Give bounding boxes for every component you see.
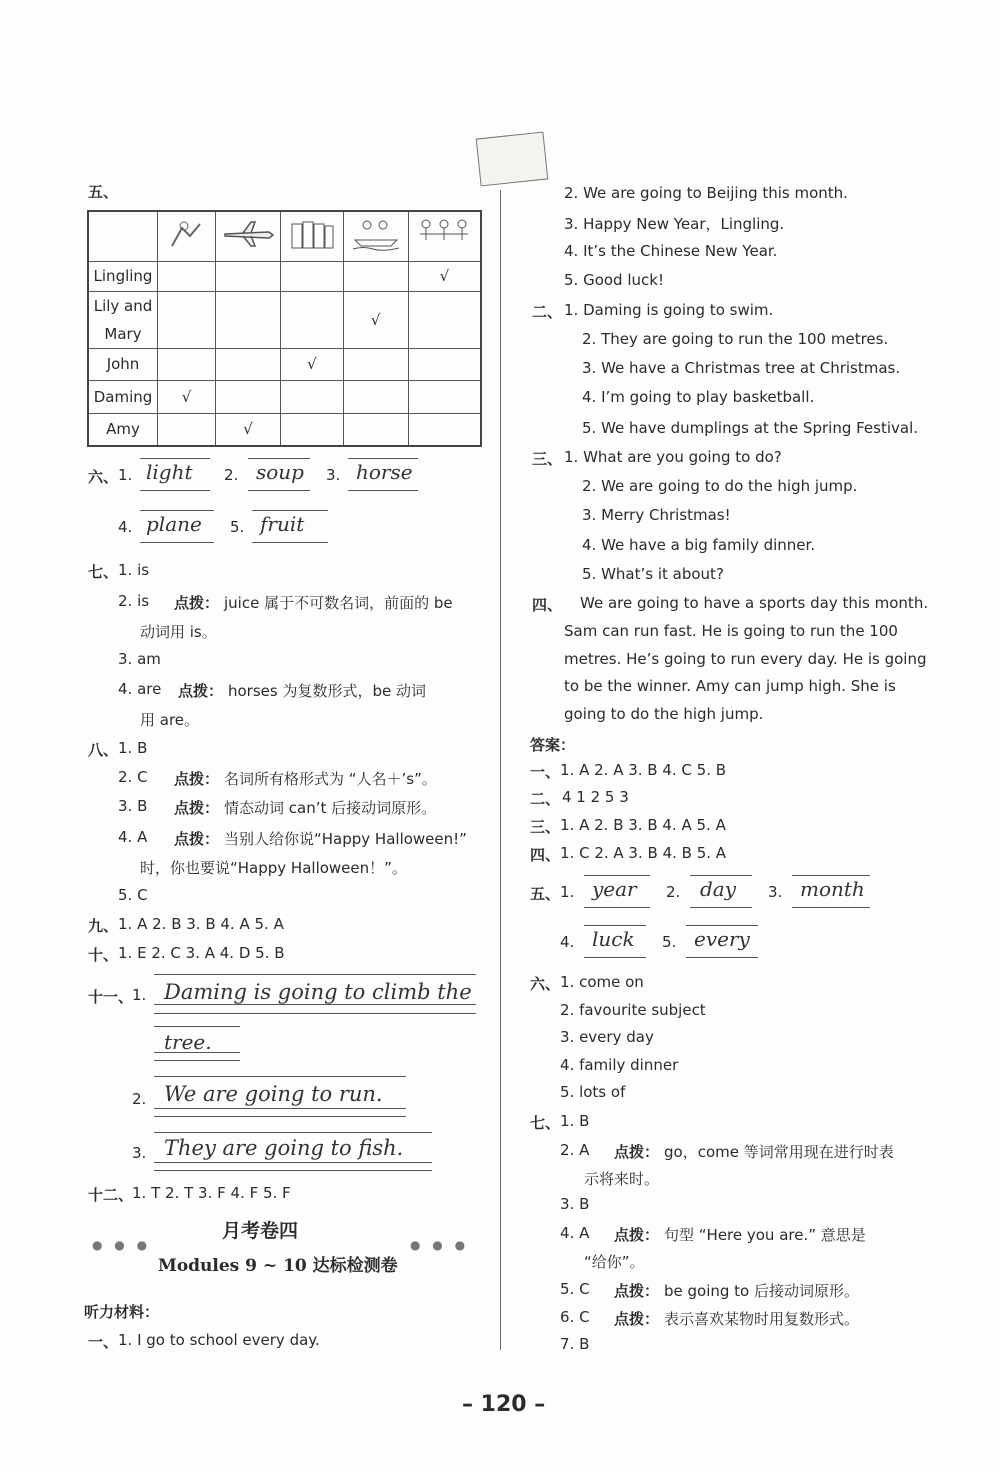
answer-line: 5. C	[560, 1280, 590, 1298]
hint-label: 点拨：	[174, 830, 220, 848]
section-10-label: 十、	[88, 946, 119, 964]
handwritten-answer: month	[800, 877, 865, 901]
handwritten-answer: horse	[356, 460, 413, 484]
passage-line: Sam can run fast. He is going to run the 100	[564, 622, 898, 640]
handwritten-answer: soup	[256, 460, 304, 484]
section-1-label: 一、	[88, 1333, 119, 1351]
hint-label: 点拨：	[614, 1143, 660, 1161]
answer-line: 1. A 2. B 3. B 4. A 5. A	[118, 915, 284, 933]
hint-text: 动词用 is。	[140, 623, 217, 641]
handwritten-answer: plane	[146, 512, 202, 536]
answer-line: 1. C 2. A 3. B 4. B 5. A	[560, 844, 727, 862]
listening-line: 3. Merry Christmas!	[582, 506, 731, 524]
listening-label: 听力材料：	[84, 1303, 160, 1321]
item-number: 1.	[118, 466, 133, 484]
listening-line: 5. Good luck!	[564, 271, 664, 289]
picture-books-icon	[281, 211, 344, 261]
hint-label: 点拨：	[614, 1310, 660, 1328]
check-mark: √	[158, 380, 216, 413]
handwritten-answer: every	[694, 927, 750, 951]
handwritten-sentence: tree.	[164, 1030, 212, 1054]
handwritten-answer: light	[146, 460, 193, 484]
answer-4-label: 四、	[530, 846, 561, 864]
answer-6-label: 六、	[530, 975, 561, 993]
handwritten-sentence: They are going to fish.	[164, 1136, 404, 1160]
decoration-dots: ● ● ●	[410, 1238, 470, 1252]
answer-line: 6. C	[560, 1308, 590, 1326]
answer-3-label: 三、	[530, 818, 561, 836]
stamp	[476, 132, 549, 187]
listening-line: 4. It’s the Chinese New Year.	[564, 242, 778, 260]
handwritten-sentence: We are going to run.	[164, 1082, 383, 1106]
item-number: 2.	[224, 466, 239, 484]
item-number: 2.	[132, 1090, 147, 1108]
section-6-label: 六、	[88, 468, 119, 486]
answer-line: 1. B	[560, 1112, 590, 1130]
section-12-label: 十二、	[88, 1186, 134, 1204]
row-name: Lingling	[88, 261, 158, 291]
answer-line: 4. A	[560, 1224, 590, 1242]
answer-1-label: 一、	[530, 763, 561, 781]
answer-line: 2. A	[560, 1141, 590, 1159]
page-number: – 120 –	[462, 1392, 546, 1417]
hint-text: “给你”。	[584, 1253, 645, 1271]
answer-2-label: 二、	[530, 790, 561, 808]
row-name: Lily and Mary	[88, 291, 158, 348]
listening-line: 5. What’s it about?	[582, 565, 724, 583]
section-11-label: 十一、	[88, 988, 134, 1006]
passage-line: to be the winner. Amy can jump high. She is	[564, 677, 896, 695]
hint-label: 点拨：	[174, 799, 220, 817]
item-number: 4.	[560, 933, 575, 951]
listening-line: 4. We have a big family dinner.	[582, 536, 816, 554]
section-2-label: 二、	[532, 303, 563, 321]
answer-line: 1. E 2. C 3. A 4. D 5. B	[118, 944, 285, 962]
item-number: 5.	[662, 933, 677, 951]
answer-line: 1. come on	[560, 973, 644, 991]
answer-line: 3. B	[118, 797, 148, 815]
answer-line: 4. A	[118, 828, 148, 846]
section-5-label: 五、	[88, 183, 119, 201]
listening-line: 3. Happy New Year，Lingling.	[564, 215, 785, 233]
passage-line: We are going to have a sports day this month.	[580, 594, 929, 612]
answer-line: 4. are	[118, 680, 162, 698]
item-number: 3.	[326, 466, 341, 484]
item-number: 3.	[768, 883, 783, 901]
hint-text: 句型 “Here you are.” 意思是	[664, 1226, 866, 1244]
hint-label: 点拨：	[174, 770, 220, 788]
listening-line: 1. What are you going to do?	[564, 448, 782, 466]
check-mark: √	[408, 261, 481, 291]
hint-text: 示将来时。	[584, 1170, 660, 1188]
item-number: 5.	[230, 518, 245, 536]
section-9-label: 九、	[88, 917, 119, 935]
row-name: Daming	[88, 380, 158, 413]
handwritten-answer: year	[592, 877, 637, 901]
exam-title: 月考卷四	[222, 1220, 299, 1242]
exam-subtitle: Modules 9 ~ 10 达标检测卷	[158, 1256, 398, 1276]
section-3-label: 三、	[532, 450, 563, 468]
answer-line: 1. T 2. T 3. F 4. F 5. F	[132, 1184, 291, 1202]
hint-label: 点拨：	[178, 682, 224, 700]
answer-line: 1. B	[118, 739, 148, 757]
answer-line: 4. family dinner	[560, 1056, 679, 1074]
answer-5-label: 五、	[530, 885, 561, 903]
answer-line: 3. am	[118, 650, 161, 668]
section-7-label: 七、	[88, 563, 119, 581]
hint-label: 点拨：	[614, 1226, 660, 1244]
decoration-dots: ● ● ●	[92, 1238, 152, 1252]
picture-plane-icon	[215, 211, 280, 261]
hint-text: be going to 后接动词原形。	[664, 1282, 860, 1300]
item-number: 2.	[666, 883, 681, 901]
answer-7-label: 七、	[530, 1114, 561, 1132]
check-mark: √	[343, 291, 408, 348]
picture-kids-playing-icon	[408, 211, 481, 261]
row-name: Amy	[88, 413, 158, 446]
hint-label: 点拨：	[614, 1282, 660, 1300]
listening-line: 2. We are going to do the high jump.	[582, 477, 858, 495]
item-number: 4.	[118, 518, 133, 536]
hint-text: 表示喜欢某物时用复数形式。	[664, 1310, 860, 1328]
passage-line: going to do the high jump.	[564, 705, 764, 723]
listening-line: 1. Daming is going to swim.	[564, 301, 774, 319]
answer-line: 3. B	[560, 1195, 590, 1213]
hint-text: 用 are。	[140, 711, 200, 729]
hint-text: 时，你也要说“Happy Halloween！”。	[140, 859, 407, 877]
answers-label: 答案：	[530, 736, 576, 754]
listening-line: 4. I’m going to play basketball.	[582, 388, 815, 406]
answer-line: 1. is	[118, 561, 150, 579]
hint-text: 当别人给你说“Happy Halloween!”	[224, 830, 467, 848]
listening-line: 5. We have dumplings at the Spring Festival.	[582, 419, 919, 437]
answer-line: 5. C	[118, 886, 148, 904]
handwritten-answer: day	[700, 877, 737, 901]
column-divider	[500, 190, 501, 1350]
answer-line: 1. A 2. B 3. B 4. A 5. A	[560, 816, 726, 834]
listening-line: 1. I go to school every day.	[118, 1331, 320, 1349]
hint-label: 点拨：	[174, 594, 220, 612]
handwritten-sentence: Daming is going to climb the	[164, 980, 472, 1004]
picture-boat-kids-icon	[343, 211, 408, 261]
answer-line: 7. B	[560, 1335, 590, 1353]
hint-text: juice 属于不可数名词，前面的 be	[224, 594, 453, 612]
answer-line: 1. A 2. A 3. B 4. C 5. B	[560, 761, 727, 779]
section-8-label: 八、	[88, 741, 119, 759]
item-number: 1.	[132, 986, 147, 1004]
check-mark: √	[281, 348, 344, 380]
check-mark: √	[215, 413, 280, 446]
answer-line: 5. lots of	[560, 1083, 626, 1101]
listening-line: 2. We are going to Beijing this month.	[564, 184, 848, 202]
item-number: 1.	[560, 883, 575, 901]
passage-line: metres. He’s going to run every day. He is going	[564, 650, 927, 668]
answer-line: 2. favourite subject	[560, 1001, 706, 1019]
hint-text: 名词所有格形式为 “人名＋’s”。	[224, 770, 437, 788]
listening-line: 2. They are going to run the 100 metres.	[582, 330, 889, 348]
answer-line: 2. C	[118, 768, 148, 786]
listening-line: 3. We have a Christmas tree at Christmas.	[582, 359, 901, 377]
handwritten-answer: fruit	[260, 512, 305, 536]
picture-plant-icon	[158, 211, 216, 261]
answer-table	[87, 210, 482, 447]
handwritten-answer: luck	[592, 927, 635, 951]
section-4-label: 四、	[532, 596, 563, 614]
item-number: 3.	[132, 1144, 147, 1162]
answer-line: 2. is	[118, 592, 150, 610]
hint-text: horses 为复数形式，be 动词	[228, 682, 426, 700]
hint-text: go，come 等词常用现在进行时表	[664, 1143, 894, 1161]
answer-line: 3. every day	[560, 1028, 654, 1046]
hint-text: 情态动词 can’t 后接动词原形。	[224, 799, 437, 817]
answer-line: 4 1 2 5 3	[562, 788, 629, 806]
row-name: John	[88, 348, 158, 380]
